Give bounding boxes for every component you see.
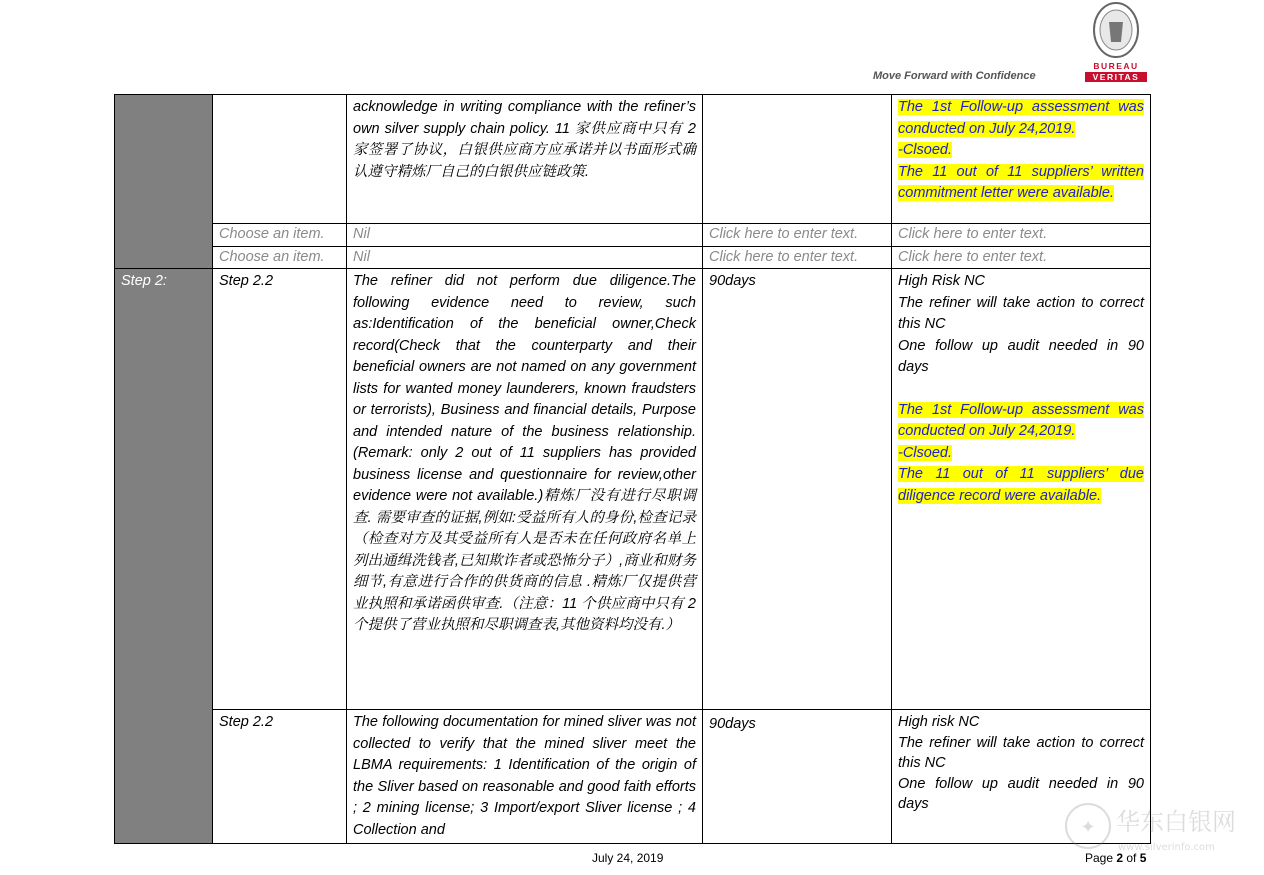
footer-date: July 24, 2019	[592, 851, 664, 865]
status-text-field[interactable]: Click here to enter text.	[892, 224, 1151, 247]
finding-cell: The following documentation for mined sliver was not collected to verify that the mined sliver meet the LBMA requirements: 1 Identification of the origin of the Sliver based on reasonable and good faith efforts ; 2 mining license; 3 Import/export Sliver license ; 4 Collection and	[347, 710, 703, 844]
status-highlight: The 1st Follow-up assessment was conducted on July 24,2019. -Clsoed. The 11 out of 11 suppliers’ written commitment letter were available.	[898, 99, 1144, 201]
audit-findings-table	[114, 94, 1151, 844]
watermark-text: 华东白银网	[1116, 808, 1236, 836]
status-cell	[892, 269, 1151, 710]
step-cell	[115, 95, 213, 269]
footer-page-number	[1085, 851, 1146, 865]
timeframe-text-field[interactable]: Click here to enter text.	[703, 224, 892, 247]
finding-cell: acknowledge in writing compliance with the refiner’s own silver supply chain policy. 11 家供应商中只有 2 家签署了协议，白银供应商方应承诺并以书面形式确认遵守精炼厂自己的白银供应链政策.	[347, 95, 703, 224]
table-row	[115, 95, 1151, 224]
reference-dropdown[interactable]: Choose an item.	[213, 224, 347, 247]
page-total: 5	[1139, 851, 1147, 865]
status-highlight: The 1st Follow-up assessment was conducted on July 24,2019. -Clsoed. The 11 out of 11 suppliers’ due diligence record were available.	[898, 401, 1144, 504]
status-cell: High risk NC The refiner will take action to correct this NC One follow up audit needed in 90 days	[892, 710, 1151, 844]
table-row	[115, 224, 1151, 247]
header-tagline: Move Forward with Confidence	[873, 70, 1036, 82]
status-text-field[interactable]: Click here to enter text.	[892, 246, 1151, 269]
timeframe-text-field[interactable]: Click here to enter text.	[703, 246, 892, 269]
table-row	[115, 710, 1151, 844]
page-prefix: Page	[1085, 851, 1117, 865]
timeframe-cell: 90days	[703, 710, 892, 844]
timeframe-cell	[703, 95, 892, 224]
finding-cell: Nil	[347, 224, 703, 247]
finding-cell: The refiner did not perform due diligence.The following evidence need to review, such as:Identification of the beneficial owner,Check record(Check that the counterparty and their beneficial owners are not named on any government lists for wanted money launderers, known fraudsters or terrorists), Business and financial details, Purpose and intended nature of the business relationship.(Remark: only 2 out of 11 suppliers has provided business license and questionnaire for review,other evidence were not available.)精炼厂没有进行尽职调查. 需要审查的证据,例如:受益所有人的身份,检查记录（检查对方及其受益所有人是否未在任何政府名单上列出通缉洗钱者,已知欺诈者或恐怖分子）,商业和财务细节,有意进行合作的供货商的信息 .精炼厂仅提供营业执照和承诺函供审查.（注意：11 个供应商中只有 2 个提供了营业执照和尽职调查表,其他资料均没有.）	[347, 269, 703, 710]
reference-cell: Step 2.2	[213, 269, 347, 710]
reference-dropdown[interactable]: Choose an item.	[213, 246, 347, 269]
step-cell: Step 2:	[115, 269, 213, 844]
page-current: 2	[1116, 851, 1124, 865]
svg-text:VERITAS: VERITAS	[1092, 72, 1140, 82]
status-cell	[892, 95, 1151, 224]
reference-cell: Step 2.2	[213, 710, 347, 844]
table-row	[115, 246, 1151, 269]
reference-cell	[213, 95, 347, 224]
status-text: High Risk NC The refiner will take action to correct this NC One follow up audit needed in 90 days	[898, 273, 1144, 375]
svg-text:BUREAU: BUREAU	[1093, 61, 1139, 71]
watermark-url: www.silverinfo.com	[1118, 842, 1215, 853]
table-row	[115, 269, 1151, 710]
page-of: of	[1123, 851, 1140, 865]
svg-text:✦: ✦	[1080, 817, 1096, 838]
finding-cell: Nil	[347, 246, 703, 269]
bureau-veritas-logo	[1083, 0, 1149, 84]
timeframe-cell: 90days	[703, 269, 892, 710]
